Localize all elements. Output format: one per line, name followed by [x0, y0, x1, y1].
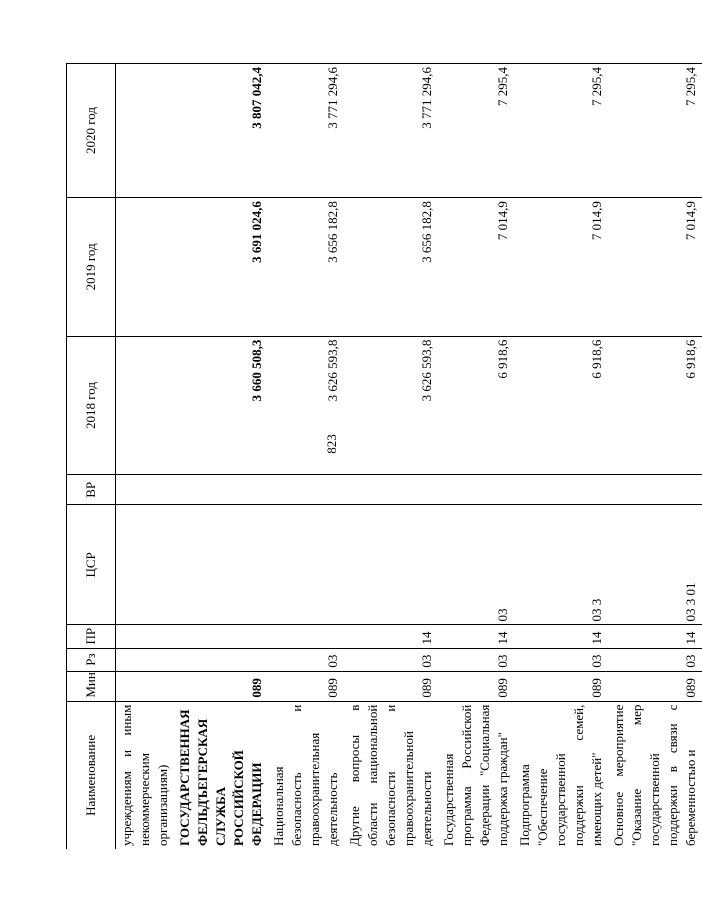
row-csr: [268, 505, 344, 625]
row-2020: 3 807 042,4: [174, 64, 268, 198]
header-vr: ВР: [67, 475, 116, 505]
row-name: Основное мероприятие "Оказание мер государственной поддержки в связи с беременностью и: [608, 701, 702, 849]
row-2019: [116, 198, 175, 337]
row-pr: 14: [608, 625, 702, 648]
row-2018: 6 918,6: [438, 336, 514, 475]
row-name: Государственная программа Российской Федерации "Социальная поддержка граждан": [438, 701, 514, 849]
header-name: Наименование: [67, 701, 116, 849]
table-row: [344, 64, 438, 850]
row-pr: 14: [514, 625, 608, 648]
row-name: Национальная безопасность и правоохранительная деятельность: [268, 701, 344, 849]
row-2018: [116, 336, 175, 475]
row-2019: 7 014,9: [438, 198, 514, 337]
row-2020: 7 295,4: [514, 64, 608, 198]
row-rz: [174, 648, 268, 671]
table-row: [608, 64, 702, 850]
row-2018: 6 918,6: [514, 336, 608, 475]
table-row: [438, 64, 514, 850]
row-min: 089: [344, 671, 438, 701]
page-number: 823: [324, 434, 339, 454]
row-name: Другие вопросы в области национальной безопасности и правоохранительной деятельности: [344, 701, 438, 849]
header-csr: ЦСР: [67, 505, 116, 625]
row-vr: [438, 475, 514, 505]
row-pr: [174, 625, 268, 648]
row-csr: 03: [438, 505, 514, 625]
row-csr: [344, 505, 438, 625]
header-pr: ПР: [67, 625, 116, 648]
row-rz: 03: [344, 648, 438, 671]
row-2020: 7 295,4: [438, 64, 514, 198]
row-name: учреждениям и иным некоммерческим организациям): [116, 701, 175, 849]
row-2018: 3 626 593,8: [344, 336, 438, 475]
row-2018: 3 626 593,8: [268, 336, 344, 475]
row-name: Подпрограмма "Обеспечение государственной поддержки семей, имеющих детей": [514, 701, 608, 849]
table-row: [116, 64, 175, 850]
row-rz: [116, 648, 175, 671]
row-2019: 7 014,9: [514, 198, 608, 337]
header-rz: Рз: [67, 648, 116, 671]
row-min: 089: [174, 671, 268, 701]
table-header-row: [67, 64, 116, 850]
row-vr: [608, 475, 702, 505]
row-csr: [116, 505, 175, 625]
row-pr: [116, 625, 175, 648]
row-pr: 14: [344, 625, 438, 648]
row-vr: [514, 475, 608, 505]
rotated-page-content: [66, 63, 698, 849]
row-rz: 03: [514, 648, 608, 671]
budget-table: [66, 63, 702, 849]
row-csr: 03 3 01: [608, 505, 702, 625]
row-2019: 3 656 182,8: [344, 198, 438, 337]
row-2018: 6 918,6: [608, 336, 702, 475]
header-2018: 2018 год: [67, 336, 116, 475]
row-csr: 03 3: [514, 505, 608, 625]
row-vr: [344, 475, 438, 505]
row-rz: 03: [438, 648, 514, 671]
row-rz: 03: [608, 648, 702, 671]
row-2019: 3 691 024,6: [174, 198, 268, 337]
row-csr: [174, 505, 268, 625]
row-name: ГОСУДАРСТВЕННАЯ ФЕЛЬДЪЕГЕРСКАЯ СЛУЖБА РОССИЙСКОЙ ФЕДЕРАЦИИ: [174, 701, 268, 849]
row-2018: 3 660 508,3: [174, 336, 268, 475]
row-rz: 03: [268, 648, 344, 671]
header-min: Мин: [67, 671, 116, 701]
table-row: [268, 64, 344, 850]
row-2019: 3 656 182,8: [268, 198, 344, 337]
row-2020: 7 295,4: [608, 64, 702, 198]
row-vr: [116, 475, 175, 505]
row-pr: 14: [438, 625, 514, 648]
row-min: 089: [608, 671, 702, 701]
row-min: 089: [268, 671, 344, 701]
header-2019: 2019 год: [67, 198, 116, 337]
table-row: [174, 64, 268, 850]
row-pr: [268, 625, 344, 648]
header-2020: 2020 год: [67, 64, 116, 198]
row-min: 089: [514, 671, 608, 701]
row-2020: 3 771 294,6: [268, 64, 344, 198]
row-vr: [174, 475, 268, 505]
row-min: 089: [438, 671, 514, 701]
row-2020: 3 771 294,6: [344, 64, 438, 198]
table-row: [514, 64, 608, 850]
row-vr: [268, 475, 344, 505]
row-2019: 7 014,9: [608, 198, 702, 337]
row-2020: [116, 64, 175, 198]
row-min: [116, 671, 175, 701]
